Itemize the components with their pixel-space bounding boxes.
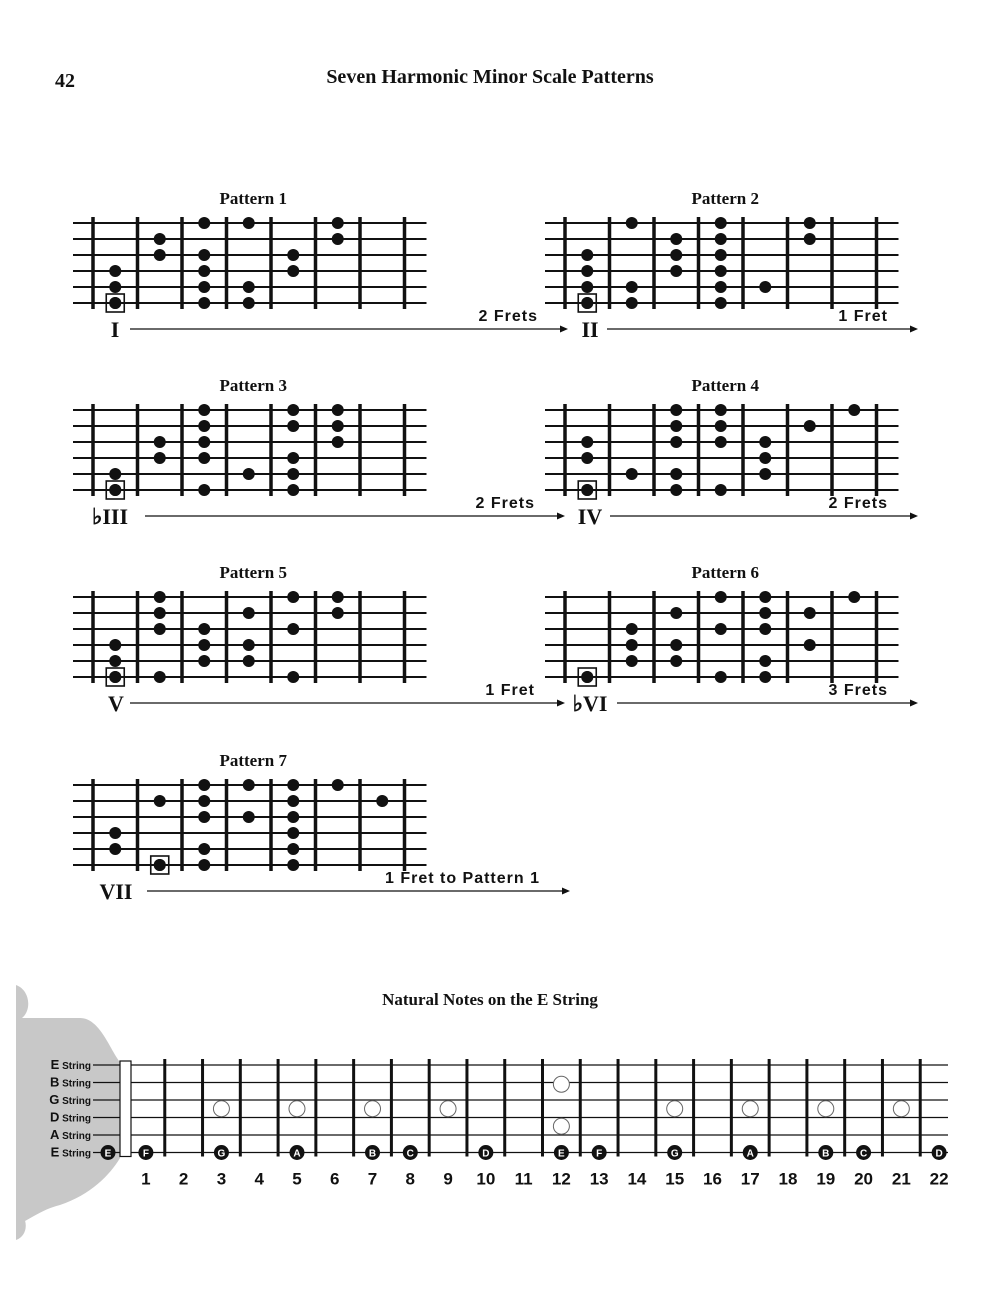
inlay-marker <box>365 1101 381 1117</box>
inlay-marker <box>440 1101 456 1117</box>
inlay-marker <box>667 1101 683 1117</box>
shift-label: 2 Frets <box>478 308 538 325</box>
fret-number: 22 <box>929 1169 949 1189</box>
fret-number: 16 <box>703 1169 722 1189</box>
string-label: E String <box>50 1144 91 1160</box>
shift-label: 2 Frets <box>828 495 888 512</box>
pattern-roman-numeral: II <box>581 317 599 342</box>
fret-number: 20 <box>854 1169 874 1189</box>
pattern-title: Pattern 2 <box>691 189 759 208</box>
pattern-roman-numeral: IV <box>577 504 603 529</box>
inlay-marker <box>742 1101 758 1117</box>
inlay-marker <box>818 1101 834 1117</box>
note-name: E <box>104 1148 112 1160</box>
pattern-roman-numeral: V <box>108 691 124 716</box>
note-name: D <box>935 1148 943 1160</box>
shift-label: 1 Fret <box>838 308 888 325</box>
headstock-shape <box>16 985 120 1240</box>
pattern-title: Pattern 7 <box>219 751 287 770</box>
string-label: A String <box>49 1127 91 1142</box>
shift-label: 1 Fret <box>485 682 535 699</box>
pattern-roman-numeral: VII <box>99 879 133 904</box>
note-name: C <box>406 1148 414 1160</box>
fret-number: 5 <box>292 1169 302 1189</box>
note-name: E <box>558 1148 565 1160</box>
pattern-title: Pattern 5 <box>219 563 287 582</box>
fret-number: 12 <box>551 1169 571 1189</box>
note-name: G <box>670 1148 679 1160</box>
string-label: B String <box>49 1074 91 1090</box>
pattern-title: Pattern 6 <box>691 563 759 582</box>
fret-number: 6 <box>330 1169 340 1189</box>
fret-number: 15 <box>665 1169 685 1189</box>
inlay-marker <box>893 1101 909 1117</box>
page-number: 42 <box>55 70 75 92</box>
fret-number: 7 <box>367 1169 378 1189</box>
fret-number: 8 <box>405 1169 416 1189</box>
page-title: Seven Harmonic Minor Scale Patterns <box>326 66 654 88</box>
pattern-roman-numeral: ♭III <box>91 504 129 529</box>
fret-number: 13 <box>589 1169 609 1189</box>
note-name: F <box>596 1148 603 1160</box>
fret-number: 9 <box>443 1169 453 1189</box>
note-name: F <box>142 1148 149 1160</box>
inlay-marker <box>553 1076 569 1092</box>
string-label: D String <box>49 1109 91 1125</box>
string-label: G String <box>49 1092 91 1107</box>
note-name: D <box>482 1148 490 1160</box>
note-name: A <box>293 1148 301 1160</box>
fret-number: 21 <box>891 1169 911 1189</box>
shift-label: 3 Frets <box>828 682 888 699</box>
fret-number: 17 <box>740 1169 760 1189</box>
shift-label: 1 Fret to Pattern 1 <box>384 870 540 887</box>
inlay-marker <box>213 1101 229 1117</box>
fret-number: 18 <box>778 1169 798 1189</box>
fret-number: 1 <box>141 1169 151 1189</box>
fret-number: 14 <box>627 1169 647 1189</box>
nut <box>120 1061 131 1157</box>
shift-label: 2 Frets <box>475 495 535 512</box>
inlay-marker <box>553 1118 569 1134</box>
fret-number: 11 <box>514 1169 533 1189</box>
pattern-roman-numeral: I <box>110 317 120 342</box>
fret-number: 10 <box>476 1169 496 1189</box>
note-name: B <box>368 1148 377 1160</box>
note-name: A <box>746 1148 754 1160</box>
pattern-title: Pattern 1 <box>219 189 287 208</box>
fret-number: 2 <box>178 1169 189 1189</box>
fret-number: 3 <box>216 1169 227 1189</box>
string-label: E String <box>50 1057 91 1072</box>
pattern-title: Pattern 4 <box>691 376 759 395</box>
inlay-marker <box>289 1101 305 1117</box>
note-name: B <box>822 1148 830 1160</box>
pattern-title: Pattern 3 <box>219 376 287 395</box>
note-name: G <box>217 1148 226 1160</box>
pattern-roman-numeral: ♭VI <box>572 691 608 716</box>
natural-notes-title: Natural Notes on the E String <box>382 990 598 1009</box>
note-name: C <box>859 1148 868 1160</box>
fret-number: 19 <box>816 1169 836 1189</box>
fret-number: 4 <box>254 1169 264 1189</box>
